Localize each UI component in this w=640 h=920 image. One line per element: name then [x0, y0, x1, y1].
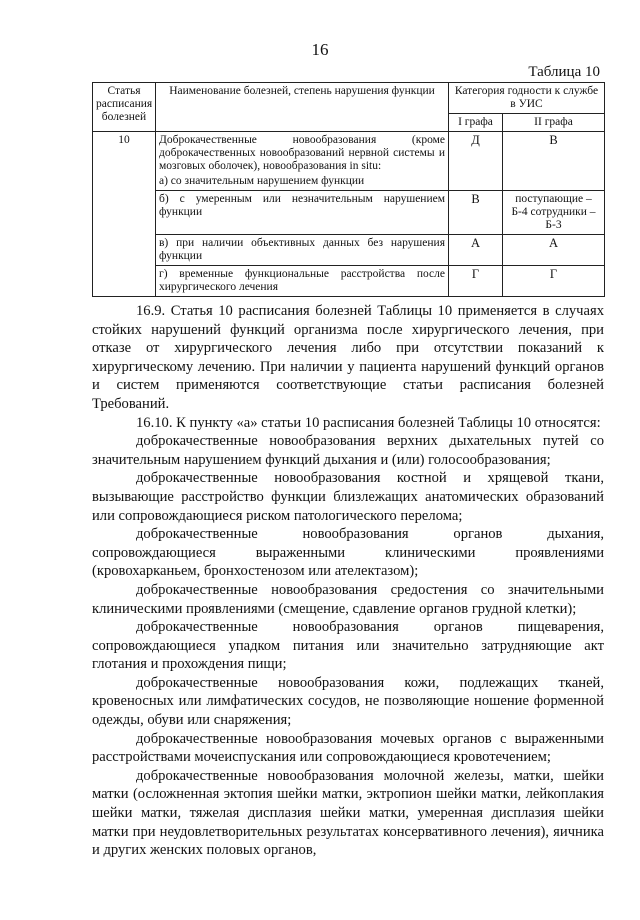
list-item: доброкачественные новообразования мочевых органов с выраженными расстройствами мочеиспускания или сопровождающиеся кровотечением;: [92, 730, 604, 766]
row-a-name: а) со значительным нарушением функции: [159, 175, 365, 187]
page-number: 16: [311, 40, 329, 59]
row-b-col2: поступающие – Б-4 сотрудники – Б-3: [503, 191, 605, 235]
table-caption: Таблица 10: [528, 64, 600, 80]
table-intro: Доброкачественные новообразования (кроме доброкачественных новообразований нервной системы и мозговых оболочек), новообразования in situ:: [159, 134, 445, 172]
article-number: 10: [93, 132, 156, 297]
row-c-col2: А: [503, 235, 605, 266]
list-item: доброкачественные новообразования кожи, подлежащих тканей, кровеносных или лимфатических сосудов, не позволяющие ношение форменной одежды, обуви или снаряжения;: [92, 674, 604, 729]
table-row: [93, 132, 605, 191]
header-col2: II графа: [503, 114, 605, 132]
table-row: [93, 235, 605, 266]
disease-schedule-table: [92, 82, 605, 297]
table-header-row: [93, 83, 605, 114]
header-name: Наименование болезней, степень нарушения функции: [156, 83, 449, 132]
list-item: доброкачественные новообразования верхних дыхательных путей со значительным нарушением функций дыхания и (или) голосообразования;: [92, 433, 604, 468]
table-row: [93, 266, 605, 297]
row-a-col1: Д: [449, 132, 503, 191]
header-article: Статья расписания болезней: [93, 83, 156, 132]
paragraph-16-9: 16.9. Статья 10 расписания болезней Таблицы 10 применяется в случаях стойких нарушений функций организма после хирургического лечения, при отказе от хирургического лечения либо при отсутствии показаний к хирургическому лечению. При наличии у пациента нарушений функций органов и систем применяются соответствующие статьи расписания болезней Требований.: [92, 303, 604, 412]
header-col1: I графа: [449, 114, 503, 132]
table-row: [93, 191, 605, 235]
row-d-col1: Г: [449, 266, 503, 297]
list-item: доброкачественные новообразования костной и хрящевой ткани, вызывающие расстройство функции близлежащих анатомических образований или сопровождающиеся риском патологического перелома;: [92, 470, 604, 524]
list-item: доброкачественные новообразования органов дыхания, сопровождающиеся выраженными клиническими проявлениями (кровохарканьем, бронхостенозом или ателектазом);: [92, 526, 604, 580]
row-a-col2: В: [503, 132, 605, 191]
row-name: [156, 132, 449, 191]
list-item: доброкачественные новообразования средостения со значительными клиническими проявлениями (смещение, сдавление органов грудной клетки);: [92, 581, 604, 617]
list-item: доброкачественные новообразования органов пищеварения, сопровождающиеся упадком питания или значительно затрудняющие акт глотания и прохождения пищи;: [92, 619, 604, 673]
row-d-col2: Г: [503, 266, 605, 297]
row-d-name: г) временные функциональные расстройства после хирургического лечения: [156, 266, 449, 297]
row-b-col1: В: [449, 191, 503, 235]
body-text: [92, 302, 604, 860]
list-item: доброкачественные новообразования молочной железы, матки, шейки матки (осложненная эктопия шейки матки, эктропион шейки матки, лейкоплакия шейки матки, тяжелая дисплазия шейки матки, умеренная дисплазия шейки матки при неудовлетворительных результатах консервативного лечения), яичника и других женских половых органов,: [92, 767, 604, 859]
paragraph-16-10: 16.10. К пункту «а» статьи 10 расписания болезней Таблицы 10 относятся:: [136, 414, 601, 431]
row-c-col1: А: [449, 235, 503, 266]
row-b-name: б) с умеренным или незначительным нарушением функции: [156, 191, 449, 235]
header-category: Категория годности к службе в УИС: [449, 83, 605, 114]
row-c-name: в) при наличии объективных данных без нарушения функции: [156, 235, 449, 266]
